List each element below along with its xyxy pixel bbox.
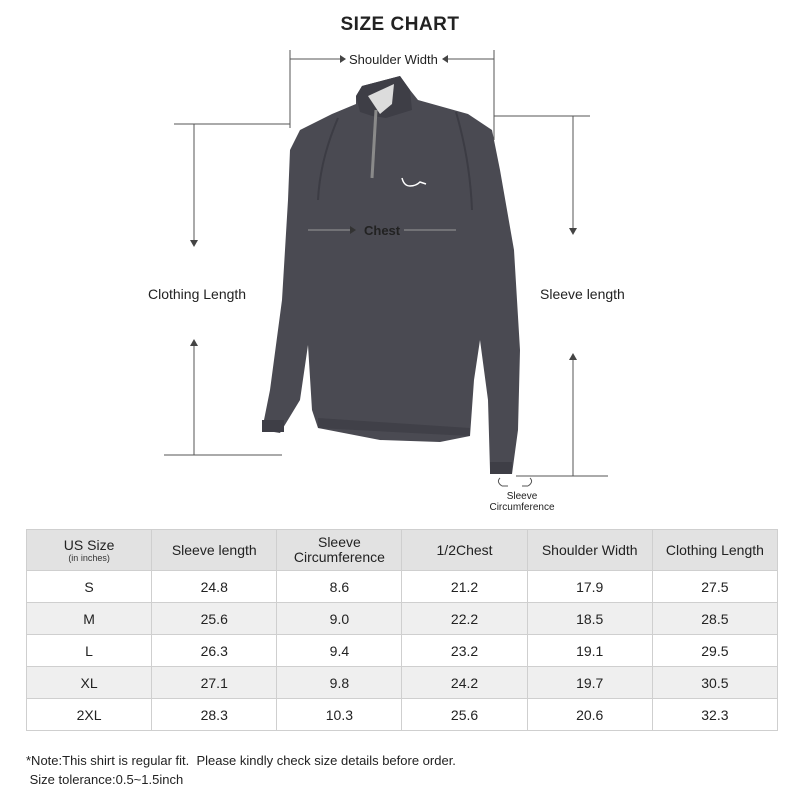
header-shoulder-width: Shoulder Width: [527, 530, 652, 571]
cell-size: 2XL: [27, 699, 152, 731]
table-row: [27, 635, 778, 667]
cell-sleeve-length: 28.3: [152, 699, 277, 731]
note-line-1: *Note:This shirt is regular fit. Please kindly check size details before order.: [26, 753, 456, 768]
cell-sleeve-circumference: 9.4: [277, 635, 402, 667]
cell-half-chest: 24.2: [402, 667, 527, 699]
cell-sleeve-circumference: 9.0: [277, 603, 402, 635]
cell-sleeve-circumference: 8.6: [277, 571, 402, 603]
cell-shoulder-width: 18.5: [527, 603, 652, 635]
cell-shoulder-width: 20.6: [527, 699, 652, 731]
header-clothing-length: Clothing Length: [652, 530, 777, 571]
cell-sleeve-length: 25.6: [152, 603, 277, 635]
cell-sleeve-length: 24.8: [152, 571, 277, 603]
sleeve-circumference-line1: Sleeve: [506, 491, 538, 502]
cell-sleeve-circumference: 9.8: [277, 667, 402, 699]
shirt-illustration: [262, 76, 520, 474]
table-row: [27, 699, 778, 731]
size-table: [26, 529, 778, 731]
table-row: [27, 571, 778, 603]
header-units: (in inches): [68, 552, 110, 563]
cell-clothing-length: 30.5: [652, 667, 777, 699]
cell-clothing-length: 27.5: [652, 571, 777, 603]
cell-half-chest: 22.2: [402, 603, 527, 635]
cell-size: L: [27, 635, 152, 667]
shirt-body: [262, 76, 520, 474]
cell-size: M: [27, 603, 152, 635]
cell-clothing-length: 29.5: [652, 635, 777, 667]
fit-note: [26, 751, 456, 789]
header-half-chest: 1/2Chest: [402, 530, 527, 571]
header-sleeve-circumference: Sleeve Circumference: [277, 530, 402, 571]
cell-shoulder-width: 19.1: [527, 635, 652, 667]
cell-shoulder-width: 17.9: [527, 571, 652, 603]
cell-shoulder-width: 19.7: [527, 667, 652, 699]
cell-sleeve-circumference: 10.3: [277, 699, 402, 731]
cell-clothing-length: 32.3: [652, 699, 777, 731]
chest-label: Chest: [364, 223, 401, 238]
table-row: [27, 603, 778, 635]
page-title: SIZE CHART: [340, 14, 460, 35]
sleeve-length-label: Sleeve length: [540, 286, 625, 302]
table-row: [27, 667, 778, 699]
header-us-size: US Size (in inches): [27, 530, 152, 571]
sleeve-circumference-line2: Circumference: [489, 502, 555, 513]
sleeve-circumference-label: [482, 491, 562, 513]
cell-half-chest: 21.2: [402, 571, 527, 603]
sleeve-circumference-guide: [498, 478, 531, 486]
cell-half-chest: 23.2: [402, 635, 527, 667]
cell-sleeve-length: 27.1: [152, 667, 277, 699]
table-header-row: [27, 530, 778, 571]
shoulder-width-label: Shoulder Width: [349, 52, 438, 67]
cell-size: S: [27, 571, 152, 603]
clothing-length-label: Clothing Length: [148, 286, 247, 302]
cell-half-chest: 25.6: [402, 699, 527, 731]
cell-size: XL: [27, 667, 152, 699]
cell-sleeve-length: 26.3: [152, 635, 277, 667]
cell-clothing-length: 28.5: [652, 603, 777, 635]
note-line-2: Size tolerance:0.5~1.5inch: [26, 772, 184, 787]
header-sleeve-length: Sleeve length: [152, 530, 277, 571]
